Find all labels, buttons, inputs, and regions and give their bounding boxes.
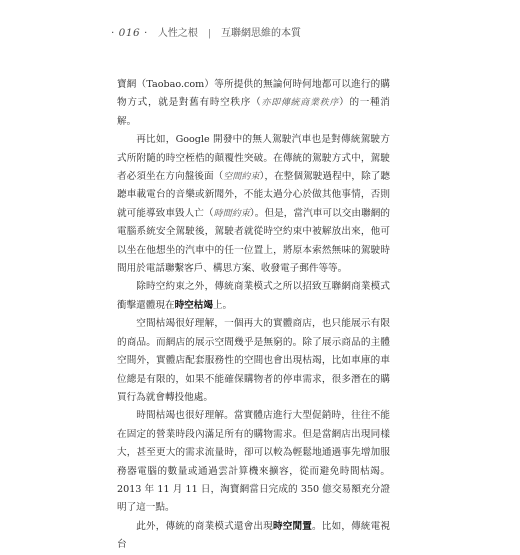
page-number: · 016 · [111, 27, 148, 39]
text-run: 上。 [212, 299, 233, 311]
paragraph [117, 518, 390, 555]
inline-annotation: 空間約束 [223, 172, 260, 183]
text-run: 再比如，Google 開發中的無人駕駛汽車也是對傳統駕駛方式所附隨的時空桎梏的顛覆性突破。在傳統的駕駛方式中，駕駛者必須坐在方向盤後面（ [117, 134, 390, 183]
book-title: 人性之根 [157, 28, 198, 39]
paragraph [117, 131, 390, 278]
paragraph [117, 315, 390, 407]
paragraph [117, 407, 390, 517]
text-run: 除時空約束之外，傳統商業模式之所以招致互聯網商業模式衝擊還體現在 [117, 281, 390, 311]
text-run: ）。但是，當汽車可以交由聯網的電腦系統安全駕駛後，駕駛者就從時空約束中被解放出來，他可以坐在他想坐的汽車中的任一位置上，將原本索然無味的駕駛時間用於電話聯繫客戶、構思方案、收發電子郵件等等。 [117, 207, 390, 275]
text-run: 此外，傳統的商業模式還會出現 [136, 520, 273, 532]
text-run: 空間枯竭很好理解，一個再大的實體商店，也只能展示有限的商品。而網店的展示空間幾乎是無窮的。除了展示商品的主體空間外，實體店配套服務性的空間也會出現枯竭，比如車庫的車位總是有限的，如果不能確保購物者的停車需求，很多潛在的購買行為就會轉投他處。 [117, 318, 390, 403]
body-text [117, 76, 390, 555]
text-run: 寶網（Taobao.com）等所提供的無論何時何地都可以進行的購物方式，就是對舊有時空秩序（ [117, 79, 390, 109]
emphasis-term: 時空枯竭 [174, 299, 213, 311]
chapter-title: 互聯網思維的本質 [220, 28, 301, 39]
text-run: 。比如，傳統電視台 [117, 520, 391, 551]
paragraph [117, 278, 390, 315]
inline-annotation: 時間約束 [213, 208, 250, 219]
text-run: ）的一種消解。 [117, 97, 391, 127]
emphasis-term: 時空閒置 [272, 520, 313, 532]
inline-annotation: 亦即傳統商業秩序 [261, 98, 340, 109]
paragraph [117, 76, 390, 131]
header-separator: | [207, 29, 211, 39]
running-header [111, 24, 301, 39]
text-run: ），在整個駕駛過程中，除了聽聽車載電台的音樂或新聞外，不能太過分心於做其他事情，否則就可能導致車毀人亡（ [117, 171, 390, 219]
text-run: 時間枯竭也很好理解。當實體店進行大型促銷時，往往不能在固定的營業時段內滿足所有的購物需求。但是當網店出現同樣大，甚至更大的需求流量時，卻可以較為輕鬆地通過事先增加服務器電腦的數量或通過雲計算機來擴容，從而避免時間枯竭。2013 年 11 月 11 日，淘寶網當日完成的 350 億交易額充分證明了這一點。 [117, 410, 390, 514]
